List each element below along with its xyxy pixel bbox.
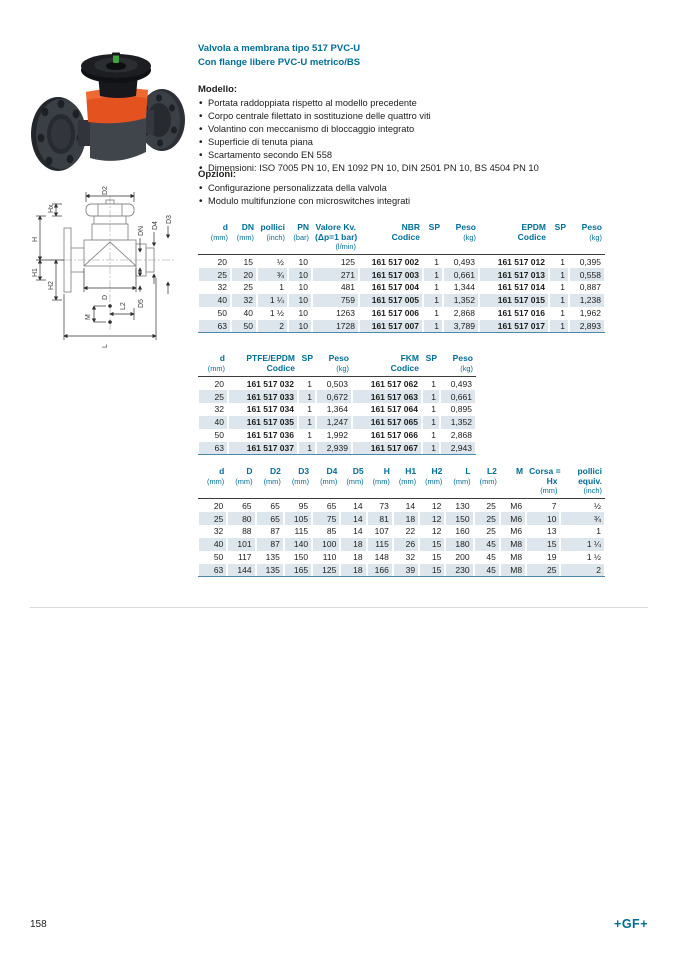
table-cell: 10 bbox=[288, 307, 312, 320]
table-cell: 50 bbox=[231, 320, 257, 333]
table-cell: 148 bbox=[367, 551, 393, 564]
table-cell: 85 bbox=[312, 525, 340, 538]
table-cell: M8 bbox=[500, 538, 526, 551]
table-cell: 65 bbox=[312, 499, 340, 512]
column-header: DN (mm) bbox=[231, 222, 257, 255]
table-cell: 161 517 007 bbox=[359, 320, 423, 333]
column-header: d (mm) bbox=[198, 353, 228, 377]
table-cell: 161 517 015 bbox=[479, 294, 549, 307]
table-cell: 65 bbox=[227, 499, 255, 512]
table-cell: 1 bbox=[549, 255, 569, 268]
table-cell: 1 bbox=[549, 281, 569, 294]
table-cell: 10 bbox=[288, 281, 312, 294]
column-header: SP bbox=[298, 353, 316, 377]
bullet-item: • Dimensioni: ISO 7005 PN 10, EN 1092 PN 10, DIN 2501 PN 10, BS 4504 PN 10 bbox=[198, 162, 638, 175]
table-cell: 161 517 064 bbox=[352, 403, 422, 416]
table-cell: 18 bbox=[340, 551, 366, 564]
table-cell: 161 517 005 bbox=[359, 294, 423, 307]
table-cell: 22 bbox=[393, 525, 419, 538]
table-cell: 0,558 bbox=[569, 268, 605, 281]
table-cell: 130 bbox=[445, 499, 473, 512]
table-cell: 1,247 bbox=[316, 416, 352, 429]
bullet-item: • Corpo centrale filettato in sostituzione delle quattro viti bbox=[198, 110, 638, 123]
table-cell: 1263 bbox=[312, 307, 359, 320]
table-cell: 115 bbox=[284, 525, 312, 538]
table-row bbox=[198, 564, 605, 577]
table-cell: 161 517 033 bbox=[228, 390, 298, 403]
table-cell: 2 bbox=[560, 564, 605, 577]
table-cell: 1 bbox=[560, 525, 605, 538]
table-cell: 1 bbox=[422, 403, 440, 416]
table-cell: 0,493 bbox=[443, 255, 479, 268]
dim-label-dn: DN bbox=[138, 225, 145, 236]
table-cell: 25 bbox=[474, 499, 500, 512]
table-cell: 1 bbox=[423, 268, 443, 281]
table-row bbox=[198, 442, 476, 455]
table-cell: 20 bbox=[231, 268, 257, 281]
table-cell: 110 bbox=[312, 551, 340, 564]
table-cell: M6 bbox=[500, 512, 526, 525]
table-cell: 50 bbox=[198, 551, 227, 564]
table-cell: 1 bbox=[298, 377, 316, 390]
column-header: PTFE/EPDM Codice bbox=[228, 353, 298, 377]
column-header: Corsa = Hx (mm) bbox=[526, 466, 560, 499]
table-cell: 140 bbox=[284, 538, 312, 551]
table-cell: 14 bbox=[393, 499, 419, 512]
table-row bbox=[198, 525, 605, 538]
table-cell: 65 bbox=[256, 499, 284, 512]
column-header: D (mm) bbox=[227, 466, 255, 499]
table-cell: 40 bbox=[198, 538, 227, 551]
table-cell: 1,962 bbox=[569, 307, 605, 320]
gf-logo: +GF+ bbox=[614, 917, 648, 931]
column-header: pollici equiv. (inch) bbox=[560, 466, 605, 499]
table-cell: 180 bbox=[445, 538, 473, 551]
page-title bbox=[198, 42, 360, 69]
dim-label-l2: L2 bbox=[120, 302, 127, 310]
table-cell: 1728 bbox=[312, 320, 359, 333]
table-cell: 1 bbox=[423, 307, 443, 320]
product-photo bbox=[28, 46, 188, 178]
table-cell: 2,943 bbox=[440, 442, 476, 455]
bullet-item: • Modulo multifunzione con microswitches integrati bbox=[198, 195, 638, 208]
column-header: d (mm) bbox=[198, 466, 227, 499]
table-cell: 25 bbox=[526, 564, 560, 577]
table-cell: 0,895 bbox=[440, 403, 476, 416]
column-header: Peso (kg) bbox=[443, 222, 479, 255]
table-cell: 161 517 032 bbox=[228, 377, 298, 390]
table-cell: 161 517 035 bbox=[228, 416, 298, 429]
table-cell: 32 bbox=[198, 525, 227, 538]
column-header: d (mm) bbox=[198, 222, 231, 255]
table-cell: 1 bbox=[298, 416, 316, 429]
table-cell: 40 bbox=[198, 416, 228, 429]
table-cell: M8 bbox=[500, 564, 526, 577]
dimension-drawing bbox=[20, 182, 192, 352]
table-cell: 18 bbox=[393, 512, 419, 525]
table-cell: 160 bbox=[445, 525, 473, 538]
table-row bbox=[198, 281, 605, 294]
table-cell: 1 bbox=[422, 416, 440, 429]
bolt-hole bbox=[108, 320, 112, 324]
table-row bbox=[198, 255, 605, 268]
table-cell: 1 bbox=[422, 442, 440, 455]
table-cell: 39 bbox=[393, 564, 419, 577]
dim-label-m: M bbox=[85, 314, 92, 320]
table-cell: 10 bbox=[526, 512, 560, 525]
table-cell: 125 bbox=[312, 564, 340, 577]
column-header: NBR Codice bbox=[359, 222, 423, 255]
dim-label-h: H bbox=[32, 236, 39, 242]
table-cell: 10 bbox=[288, 294, 312, 307]
column-header: D5 (mm) bbox=[340, 466, 366, 499]
table-cell: 87 bbox=[256, 525, 284, 538]
bullet-item: • Scartamento secondo EN 558 bbox=[198, 149, 638, 162]
table-cell: 161 517 013 bbox=[479, 268, 549, 281]
dim-label-d5: D5 bbox=[138, 299, 145, 308]
table-row bbox=[198, 512, 605, 525]
valve-dimension-drawing bbox=[20, 182, 192, 352]
table-cell: 1 bbox=[298, 442, 316, 455]
table-cell: 1,364 bbox=[316, 403, 352, 416]
table-cell: 0,887 bbox=[569, 281, 605, 294]
table-cell: 45 bbox=[474, 551, 500, 564]
table-cell: 87 bbox=[256, 538, 284, 551]
table-cell: 25 bbox=[198, 512, 227, 525]
table-cell: 10 bbox=[288, 255, 312, 268]
table-cell: 1,352 bbox=[440, 416, 476, 429]
table-cell: 45 bbox=[474, 538, 500, 551]
title-line-1: Valvola a membrana tipo 517 PVC-U bbox=[198, 43, 361, 54]
table-cell: ½ bbox=[560, 499, 605, 512]
table-cell: 166 bbox=[367, 564, 393, 577]
table-cell: 0,661 bbox=[443, 268, 479, 281]
table-cell: 14 bbox=[340, 512, 366, 525]
table-cell: 73 bbox=[367, 499, 393, 512]
column-header: Peso (kg) bbox=[569, 222, 605, 255]
table-cell: 100 bbox=[312, 538, 340, 551]
table-cell: 15 bbox=[419, 538, 445, 551]
column-header: D4 (mm) bbox=[312, 466, 340, 499]
table-cell: 40 bbox=[198, 294, 231, 307]
options-bullet-list bbox=[198, 182, 638, 208]
table-cell: 3,789 bbox=[443, 320, 479, 333]
table-cell: 230 bbox=[445, 564, 473, 577]
table-cell: 0,395 bbox=[569, 255, 605, 268]
table-cell: ¾ bbox=[560, 512, 605, 525]
column-header: PN (bar) bbox=[288, 222, 312, 255]
table-cell: ½ bbox=[257, 255, 288, 268]
table-cell: 1 ½ bbox=[560, 551, 605, 564]
table-cell: 18 bbox=[340, 564, 366, 577]
table-cell: 161 517 037 bbox=[228, 442, 298, 455]
table-cell: 161 517 004 bbox=[359, 281, 423, 294]
table-cell: 107 bbox=[367, 525, 393, 538]
table-cell: 45 bbox=[474, 564, 500, 577]
bolt-hole bbox=[108, 304, 112, 308]
table-cell: 32 bbox=[198, 403, 228, 416]
column-header: pollici (inch) bbox=[257, 222, 288, 255]
column-header: Valore Kv. (Δp=1 bar) (l/min) bbox=[312, 222, 359, 255]
table-cell: 88 bbox=[227, 525, 255, 538]
table-cell: 161 517 063 bbox=[352, 390, 422, 403]
table-cell: 135 bbox=[256, 564, 284, 577]
table-cell: 0,503 bbox=[316, 377, 352, 390]
table-cell: 101 bbox=[227, 538, 255, 551]
table-cell: 15 bbox=[419, 551, 445, 564]
table-cell: 25 bbox=[198, 390, 228, 403]
table-cell: 161 517 067 bbox=[352, 442, 422, 455]
table-cell: 1 bbox=[423, 281, 443, 294]
options-heading: Opzioni: bbox=[198, 169, 236, 180]
table-row bbox=[198, 538, 605, 551]
table-cell: 2,893 bbox=[569, 320, 605, 333]
table-cell: 1 bbox=[422, 390, 440, 403]
column-header: L2 (mm) bbox=[474, 466, 500, 499]
table-cell: 1 bbox=[422, 429, 440, 442]
table-cell: 1 bbox=[423, 255, 443, 268]
table-cell: 105 bbox=[284, 512, 312, 525]
table-cell: 1 bbox=[257, 281, 288, 294]
dim-label-hx: Hx bbox=[48, 204, 55, 213]
table-row bbox=[198, 294, 605, 307]
column-header: Peso (kg) bbox=[316, 353, 352, 377]
table-cell: 25 bbox=[474, 525, 500, 538]
table-cell: 1 bbox=[549, 320, 569, 333]
table-row bbox=[198, 307, 605, 320]
column-header: H1 (mm) bbox=[393, 466, 419, 499]
table-row bbox=[198, 268, 605, 281]
table-row bbox=[198, 320, 605, 333]
table-cell: 1 bbox=[298, 403, 316, 416]
table-cell: 50 bbox=[198, 307, 231, 320]
table-cell: 125 bbox=[312, 255, 359, 268]
table-cell: 10 bbox=[288, 268, 312, 281]
table-cell: 50 bbox=[198, 429, 228, 442]
table-cell: 12 bbox=[419, 499, 445, 512]
table-cell: 32 bbox=[231, 294, 257, 307]
table-cell: 144 bbox=[227, 564, 255, 577]
table-cell: 161 517 016 bbox=[479, 307, 549, 320]
table-cell: 161 517 034 bbox=[228, 403, 298, 416]
column-header: L (mm) bbox=[445, 466, 473, 499]
table-cell: 161 517 066 bbox=[352, 429, 422, 442]
dim-label-h1: H1 bbox=[32, 268, 39, 277]
table-ptfe-fkm bbox=[198, 353, 476, 455]
handwheel bbox=[81, 53, 151, 84]
table-cell: 18 bbox=[340, 538, 366, 551]
table-cell: 117 bbox=[227, 551, 255, 564]
table-cell: 759 bbox=[312, 294, 359, 307]
table-cell: 1,344 bbox=[443, 281, 479, 294]
bullet-item: • Portata raddoppiata rispetto al modello precedente bbox=[198, 97, 638, 110]
table-cell: 271 bbox=[312, 268, 359, 281]
table-cell: 10 bbox=[288, 320, 312, 333]
table-cell: 1 bbox=[422, 377, 440, 390]
title-line-2: Con flange libere PVC-U metrico/BS bbox=[198, 56, 361, 68]
column-header: SP bbox=[549, 222, 569, 255]
table-cell: 481 bbox=[312, 281, 359, 294]
table-cell: 161 517 014 bbox=[479, 281, 549, 294]
table-cell: 1 ¼ bbox=[257, 294, 288, 307]
column-header: D2 (mm) bbox=[256, 466, 284, 499]
table-cell: 1,992 bbox=[316, 429, 352, 442]
table-cell: 15 bbox=[231, 255, 257, 268]
table-cell: 2,868 bbox=[443, 307, 479, 320]
table-cell: 161 517 036 bbox=[228, 429, 298, 442]
bullet-item: • Superficie di tenuta piana bbox=[198, 136, 638, 149]
bullet-item: • Configurazione personalizzata della valvola bbox=[198, 182, 638, 195]
table-cell: 161 517 062 bbox=[352, 377, 422, 390]
table-cell: 1 ½ bbox=[257, 307, 288, 320]
column-header: FKM Codice bbox=[352, 353, 422, 377]
table-cell: 63 bbox=[198, 320, 231, 333]
table-cell: 25 bbox=[231, 281, 257, 294]
table-cell: 1 bbox=[298, 390, 316, 403]
table-cell: ¾ bbox=[257, 268, 288, 281]
table-cell: 0,661 bbox=[440, 390, 476, 403]
table-row bbox=[198, 377, 476, 390]
model-bullet-list bbox=[198, 97, 638, 175]
table-cell: 0,672 bbox=[316, 390, 352, 403]
table-cell: 40 bbox=[231, 307, 257, 320]
table-cell: M6 bbox=[500, 525, 526, 538]
table-cell: 1,352 bbox=[443, 294, 479, 307]
column-header: SP bbox=[423, 222, 443, 255]
table-cell: 161 517 012 bbox=[479, 255, 549, 268]
table-cell: 15 bbox=[526, 538, 560, 551]
table-cell: 150 bbox=[284, 551, 312, 564]
column-header: SP bbox=[422, 353, 440, 377]
table-kv-nbr-epdm bbox=[198, 222, 605, 333]
column-header: H2 (mm) bbox=[419, 466, 445, 499]
valve-photo-illustration bbox=[28, 46, 188, 178]
table-cell: 13 bbox=[526, 525, 560, 538]
table-cell: 15 bbox=[419, 564, 445, 577]
table-cell: 25 bbox=[198, 268, 231, 281]
table-cell: 65 bbox=[256, 512, 284, 525]
table-cell: 2,939 bbox=[316, 442, 352, 455]
table-cell: M6 bbox=[500, 499, 526, 512]
table-cell: 161 517 003 bbox=[359, 268, 423, 281]
table-cell: 1 bbox=[549, 294, 569, 307]
table-cell: 26 bbox=[393, 538, 419, 551]
table-row bbox=[198, 499, 605, 512]
dim-label-l: L bbox=[102, 344, 109, 348]
table-row bbox=[198, 416, 476, 429]
dim-label-d: D bbox=[102, 294, 109, 300]
table-cell: 165 bbox=[284, 564, 312, 577]
table-cell: 63 bbox=[198, 564, 227, 577]
table-cell: 95 bbox=[284, 499, 312, 512]
column-header: EPDM Codice bbox=[479, 222, 549, 255]
table-cell: 1 bbox=[423, 294, 443, 307]
table-cell: 20 bbox=[198, 255, 231, 268]
column-header: M bbox=[500, 466, 526, 499]
table-cell: 161 517 017 bbox=[479, 320, 549, 333]
dim-label-d2: D2 bbox=[102, 186, 109, 195]
table-cell: 75 bbox=[312, 512, 340, 525]
page-number: 158 bbox=[30, 919, 47, 930]
table-cell: 1,238 bbox=[569, 294, 605, 307]
table-cell: 200 bbox=[445, 551, 473, 564]
table-row bbox=[198, 551, 605, 564]
table-cell: 1 ¼ bbox=[560, 538, 605, 551]
model-heading: Modello: bbox=[198, 84, 238, 95]
left-flange bbox=[31, 97, 86, 171]
table-cell: 20 bbox=[198, 499, 227, 512]
table-cell: 81 bbox=[367, 512, 393, 525]
table-dimensions bbox=[198, 466, 605, 577]
bullet-item: • Volantino con meccanismo di bloccaggio integrato bbox=[198, 123, 638, 136]
dim-label-d4: D4 bbox=[152, 221, 159, 230]
table-cell: 115 bbox=[367, 538, 393, 551]
table-cell: 135 bbox=[256, 551, 284, 564]
table-cell: 20 bbox=[198, 377, 228, 390]
table-cell: 161 517 065 bbox=[352, 416, 422, 429]
table-cell: 32 bbox=[393, 551, 419, 564]
table-cell: 1 bbox=[549, 268, 569, 281]
table-cell: 150 bbox=[445, 512, 473, 525]
table-cell: 2,868 bbox=[440, 429, 476, 442]
table-cell: 2 bbox=[257, 320, 288, 333]
table-row bbox=[198, 403, 476, 416]
table-cell: 1 bbox=[549, 307, 569, 320]
table-cell: 161 517 006 bbox=[359, 307, 423, 320]
table-cell: 14 bbox=[340, 499, 366, 512]
column-header: H (mm) bbox=[367, 466, 393, 499]
table-cell: 161 517 002 bbox=[359, 255, 423, 268]
table-cell: 12 bbox=[419, 512, 445, 525]
table-cell: 0,493 bbox=[440, 377, 476, 390]
valve-outline bbox=[64, 200, 154, 292]
table-cell: 1 bbox=[423, 320, 443, 333]
table-cell: 80 bbox=[227, 512, 255, 525]
column-header: D3 (mm) bbox=[284, 466, 312, 499]
table-row bbox=[198, 429, 476, 442]
table-cell: 12 bbox=[419, 525, 445, 538]
table-cell: 1 bbox=[298, 429, 316, 442]
table-cell: 25 bbox=[474, 512, 500, 525]
table-cell: M8 bbox=[500, 551, 526, 564]
column-header: Peso (kg) bbox=[440, 353, 476, 377]
table-cell: 14 bbox=[340, 525, 366, 538]
table-cell: 32 bbox=[198, 281, 231, 294]
table-cell: 7 bbox=[526, 499, 560, 512]
table-cell: 19 bbox=[526, 551, 560, 564]
table-row bbox=[198, 390, 476, 403]
section-divider bbox=[30, 607, 648, 608]
table-cell: 63 bbox=[198, 442, 228, 455]
dim-label-h2: H2 bbox=[48, 281, 55, 290]
dim-label-d3: D3 bbox=[166, 215, 173, 224]
